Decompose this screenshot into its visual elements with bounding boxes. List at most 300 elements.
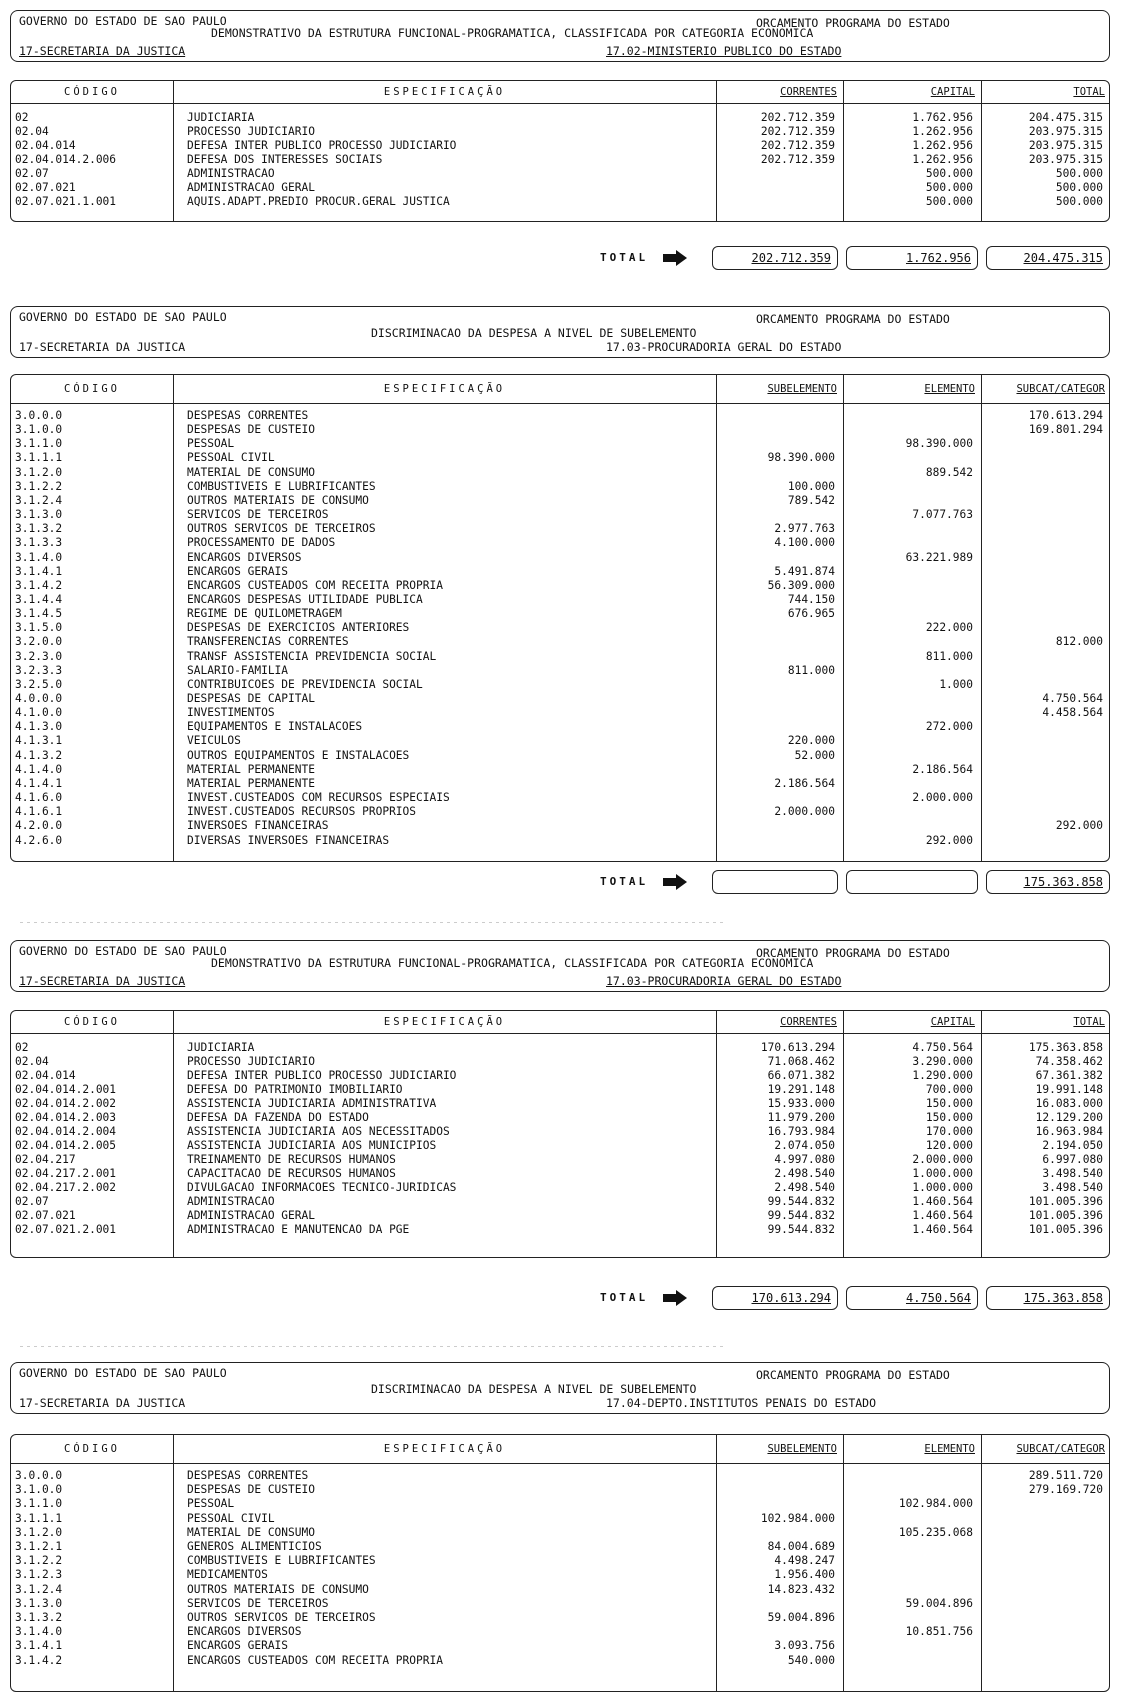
code-cell: 02.04.217	[15, 1153, 76, 1166]
description-cell: DEFESA INTER PUBLICO PROCESSO JUDICIARIO	[187, 139, 457, 152]
table-row	[11, 1469, 1109, 1483]
amount-cell: 74.358.462	[1035, 1055, 1103, 1068]
column-header: ESPECIFICAÇÃO	[383, 383, 506, 395]
amount-cell: 2.074.050	[774, 1139, 835, 1152]
total-box	[712, 1286, 838, 1310]
description-cell: OUTROS SERVICOS DE TERCEIROS	[187, 522, 376, 536]
amount-cell: 150.000	[925, 1111, 973, 1124]
header-secretaria: 17-SECRETARIA DA JUSTICA	[19, 1396, 186, 1410]
description-cell: DESPESAS CORRENTES	[187, 1469, 309, 1482]
amount-cell: 1.262.956	[912, 153, 973, 166]
code-cell: 02.04.014.2.005	[15, 1139, 117, 1152]
amount-cell: 67.361.382	[1035, 1069, 1103, 1082]
amount-cell: 98.390.000	[767, 451, 835, 465]
total-box	[846, 246, 978, 270]
column-header: ESPECIFICAÇÃO	[383, 1443, 506, 1455]
amount-cell: 2.000.000	[912, 791, 973, 805]
amount-cell: 1.000.000	[912, 1181, 973, 1194]
total-value: 175.363.858	[1023, 1291, 1103, 1305]
table-row	[11, 139, 1109, 153]
table-row	[11, 706, 1109, 720]
code-cell: 3.1.3.0	[15, 1596, 63, 1610]
amount-cell: 1.000.000	[912, 1167, 973, 1180]
code-cell: 02.04.014	[15, 1069, 76, 1082]
code-cell: 02.07.021	[15, 1209, 76, 1222]
code-cell: 3.1.1.1	[15, 451, 63, 465]
description-cell: PESSOAL	[187, 437, 235, 451]
description-cell: DESPESAS DE EXERCICIOS ANTERIORES	[187, 621, 410, 635]
table-row	[11, 125, 1109, 139]
column-header: CÓDIGO	[64, 383, 120, 395]
code-cell: 3.2.0.0	[15, 635, 63, 649]
code-cell: 4.0.0.0	[15, 692, 63, 705]
code-cell: 02.07.021.2.001	[15, 1223, 117, 1236]
amount-cell: 170.000	[925, 1125, 973, 1138]
table-row	[11, 153, 1109, 167]
description-cell: SALARIO-FAMILIA	[187, 663, 289, 677]
column-header: ELEMENTO	[924, 1443, 975, 1455]
header-report-title: DEMONSTRATIVO DA ESTRUTURA FUNCIONAL-PROGRAMATICA, CLASSIFICADA POR CATEGORIA ECONOMICA	[211, 956, 814, 970]
description-cell: DESPESAS DE CUSTEIO	[187, 423, 315, 437]
table-row	[11, 1167, 1109, 1181]
amount-cell: 2.000.000	[774, 805, 835, 819]
table-row	[11, 451, 1109, 465]
table-row	[11, 1097, 1109, 1111]
description-cell: TRANSF ASSISTENCIA PREVIDENCIA SOCIAL	[187, 649, 437, 663]
description-cell: EQUIPAMENTOS E INSTALACOES	[187, 720, 363, 734]
code-cell: 3.1.4.0	[15, 550, 63, 564]
header-unit: 17.03-PROCURADORIA GERAL DO ESTADO	[606, 974, 842, 988]
amount-cell: 170.613.294	[1028, 409, 1103, 422]
amount-cell: 16.963.984	[1035, 1125, 1103, 1138]
amount-cell: 6.997.080	[1042, 1153, 1103, 1166]
total-box	[986, 1286, 1110, 1310]
total-box	[846, 1286, 978, 1310]
table-row	[11, 1069, 1109, 1083]
code-cell: 4.1.6.1	[15, 805, 63, 819]
code-cell: 4.1.4.0	[15, 762, 63, 776]
scan-noise	[20, 922, 724, 923]
table-row	[11, 536, 1109, 550]
amount-cell: 1.262.956	[912, 125, 973, 138]
description-cell: ENCARGOS CUSTEADOS COM RECEITA PROPRIA	[187, 578, 443, 592]
description-cell: DIVULGACAO INFORMACOES TECNICO-JURIDICAS	[187, 1181, 457, 1194]
arrow-right-icon	[662, 1289, 688, 1307]
amount-cell: 4.750.564	[912, 1041, 973, 1054]
header-report-title: DEMONSTRATIVO DA ESTRUTURA FUNCIONAL-PROGRAMATICA, CLASSIFICADA POR CATEGORIA ECONOMICA	[211, 26, 814, 40]
total-value: 1.762.956	[905, 251, 971, 265]
header-unit: 17.02-MINISTERIO PUBLICO DO ESTADO	[606, 44, 842, 58]
total-label: TOTAL	[600, 875, 649, 888]
code-cell: 3.1.0.0	[15, 1483, 63, 1497]
column-header: ESPECIFICAÇÃO	[383, 1016, 506, 1028]
amount-cell: 2.498.540	[774, 1181, 835, 1194]
column-header: CÓDIGO	[64, 1443, 120, 1455]
column-header: SUBCAT/CATEGOR	[1016, 1443, 1105, 1455]
amount-cell: 220.000	[787, 734, 835, 748]
amount-cell: 105.235.068	[898, 1525, 973, 1539]
amount-cell: 203.975.315	[1028, 139, 1103, 152]
table-row	[11, 791, 1109, 805]
amount-cell: 66.071.382	[767, 1069, 835, 1082]
description-cell: DEFESA DA FAZENDA DO ESTADO	[187, 1111, 369, 1124]
header-government: GOVERNO DO ESTADO DE SAO PAULO	[19, 14, 227, 28]
table-row	[11, 508, 1109, 522]
total-box	[986, 870, 1110, 894]
scan-noise	[20, 1346, 724, 1347]
amount-cell: 175.363.858	[1028, 1041, 1103, 1054]
code-cell: 3.2.3.0	[15, 649, 63, 663]
budget-table	[10, 80, 1110, 222]
description-cell: TRANSFERENCIAS CORRENTES	[187, 635, 349, 649]
amount-cell: 120.000	[925, 1139, 973, 1152]
code-cell: 02.04.014.2.002	[15, 1097, 117, 1110]
code-cell: 4.2.6.0	[15, 833, 63, 847]
code-cell: 4.1.4.1	[15, 776, 63, 790]
amount-cell: 59.004.896	[905, 1596, 973, 1610]
total-label: TOTAL	[600, 251, 649, 264]
amount-cell: 222.000	[925, 621, 973, 635]
code-cell: 02.07.021	[15, 181, 76, 194]
description-cell: DESPESAS DE CAPITAL	[187, 692, 315, 705]
table-row	[11, 650, 1109, 664]
budget-table	[10, 1010, 1110, 1258]
code-cell: 3.1.3.2	[15, 522, 63, 536]
header-budget-title: ORCAMENTO PROGRAMA DO ESTADO	[756, 1368, 950, 1382]
code-cell: 4.1.0.0	[15, 706, 63, 720]
code-cell: 02.04	[15, 125, 49, 138]
amount-cell: 16.083.000	[1035, 1097, 1103, 1110]
report-header	[10, 1362, 1110, 1414]
amount-cell: 12.129.200	[1035, 1111, 1103, 1124]
description-cell: INVERSOES FINANCEIRAS	[187, 819, 329, 833]
description-cell: PROCESSO JUDICIARIO	[187, 125, 315, 138]
table-row	[11, 678, 1109, 692]
table-row	[11, 480, 1109, 494]
amount-cell: 811.000	[925, 649, 973, 663]
amount-cell: 5.491.874	[774, 564, 835, 578]
amount-cell: 100.000	[787, 479, 835, 493]
amount-cell: 1.000	[939, 677, 973, 691]
table-row	[11, 1223, 1109, 1237]
total-box	[986, 246, 1110, 270]
amount-cell: 2.186.564	[774, 776, 835, 790]
table-row	[11, 1554, 1109, 1568]
description-cell: MATERIAL DE CONSUMO	[187, 1525, 315, 1539]
code-cell: 3.1.3.3	[15, 536, 63, 550]
amount-cell: 2.194.050	[1042, 1139, 1103, 1152]
table-row	[11, 1654, 1109, 1668]
table-row	[11, 692, 1109, 706]
amount-cell: 98.390.000	[905, 437, 973, 451]
amount-cell: 99.544.832	[767, 1223, 835, 1236]
total-value: 204.475.315	[1023, 251, 1103, 265]
amount-cell: 1.460.564	[912, 1195, 973, 1208]
table-row	[11, 1568, 1109, 1582]
amount-cell: 4.750.564	[1042, 692, 1103, 705]
description-cell: REGIME DE QUILOMETRAGEM	[187, 607, 342, 621]
amount-cell: 169.801.294	[1028, 423, 1103, 437]
table-row	[11, 1497, 1109, 1511]
table-row	[11, 522, 1109, 536]
header-secretaria: 17-SECRETARIA DA JUSTICA	[19, 974, 186, 988]
code-cell: 3.1.2.0	[15, 465, 63, 479]
description-cell: VEICULOS	[187, 734, 241, 748]
report-header	[10, 306, 1110, 358]
description-cell: JUDICIARIA	[187, 111, 255, 124]
code-cell: 3.1.2.2	[15, 1554, 63, 1568]
code-cell: 3.1.4.2	[15, 1653, 63, 1667]
total-value: 4.750.564	[905, 1291, 971, 1305]
amount-cell: 202.712.359	[760, 111, 835, 124]
amount-cell: 170.613.294	[760, 1041, 835, 1054]
table-row	[11, 1041, 1109, 1055]
code-cell: 3.1.2.3	[15, 1568, 63, 1582]
description-cell: INVESTIMENTOS	[187, 706, 275, 720]
column-header: CÓDIGO	[64, 1016, 120, 1028]
header-budget-title: ORCAMENTO PROGRAMA DO ESTADO	[756, 946, 950, 960]
description-cell: AQUIS.ADAPT.PREDIO PROCUR.GERAL JUSTICA	[187, 195, 450, 208]
description-cell: JUDICIARIA	[187, 1041, 255, 1054]
amount-cell: 15.933.000	[767, 1097, 835, 1110]
description-cell: OUTROS MATERIAIS DE CONSUMO	[187, 493, 369, 507]
table-row	[11, 579, 1109, 593]
amount-cell: 4.997.080	[774, 1153, 835, 1166]
header-report-title: DISCRIMINACAO DA DESPESA A NIVEL DE SUBELEMENTO	[371, 1382, 697, 1396]
table-row	[11, 181, 1109, 195]
description-cell: CAPACITACAO DE RECURSOS HUMANOS	[187, 1167, 396, 1180]
table-row	[11, 195, 1109, 209]
amount-cell: 102.984.000	[898, 1497, 973, 1511]
code-cell: 4.1.3.0	[15, 720, 63, 734]
code-cell: 02.04.014.2.006	[15, 153, 117, 166]
table-row	[11, 1483, 1109, 1497]
amount-cell: 63.221.989	[905, 550, 973, 564]
description-cell: ENCARGOS DIVERSOS	[187, 1625, 302, 1639]
table-row	[11, 1083, 1109, 1097]
table-row	[11, 763, 1109, 777]
table-row	[11, 1055, 1109, 1069]
column-header: SUBCAT/CATEGOR	[1016, 383, 1105, 395]
column-header: TOTAL	[1073, 1016, 1105, 1028]
code-cell: 3.1.3.0	[15, 508, 63, 522]
code-cell: 3.1.1.0	[15, 1497, 63, 1511]
table-row	[11, 551, 1109, 565]
amount-cell: 700.000	[925, 1083, 973, 1096]
amount-cell: 2.186.564	[912, 762, 973, 776]
amount-cell: 292.000	[1055, 819, 1103, 833]
amount-cell: 84.004.689	[767, 1540, 835, 1553]
table-row	[11, 1195, 1109, 1209]
code-cell: 3.1.2.4	[15, 493, 63, 507]
amount-cell: 500.000	[925, 167, 973, 180]
amount-cell: 500.000	[1055, 181, 1103, 194]
amount-cell: 14.823.432	[767, 1582, 835, 1596]
table-header	[11, 81, 1109, 104]
amount-cell: 7.077.763	[912, 508, 973, 522]
description-cell: PROCESSO JUDICIARIO	[187, 1055, 315, 1068]
amount-cell: 56.309.000	[767, 578, 835, 592]
amount-cell: 203.975.315	[1028, 125, 1103, 138]
column-header: CORRENTES	[780, 1016, 837, 1028]
code-cell: 02.04	[15, 1055, 49, 1068]
description-cell: ENCARGOS GERAIS	[187, 564, 289, 578]
code-cell: 3.1.2.4	[15, 1582, 63, 1596]
amount-cell: 789.542	[787, 493, 835, 507]
table-row	[11, 621, 1109, 635]
header-report-title: DISCRIMINACAO DA DESPESA A NIVEL DE SUBELEMENTO	[371, 326, 697, 340]
amount-cell: 1.460.564	[912, 1223, 973, 1236]
code-cell: 3.1.4.1	[15, 1639, 63, 1653]
description-cell: ADMINISTRACAO GERAL	[187, 1209, 315, 1222]
table-row	[11, 1583, 1109, 1597]
description-cell: PESSOAL	[187, 1497, 235, 1511]
description-cell: TREINAMENTO DE RECURSOS HUMANOS	[187, 1153, 396, 1166]
amount-cell: 676.965	[787, 607, 835, 621]
code-cell: 02	[15, 111, 29, 124]
description-cell: ADMINISTRACAO	[187, 167, 275, 180]
description-cell: PESSOAL CIVIL	[187, 1511, 275, 1525]
table-row	[11, 1512, 1109, 1526]
description-cell: ENCARGOS CUSTEADOS COM RECEITA PROPRIA	[187, 1653, 443, 1667]
table-row	[11, 749, 1109, 763]
amount-cell: 744.150	[787, 592, 835, 606]
code-cell: 02.04.217.2.002	[15, 1181, 117, 1194]
description-cell: ENCARGOS GERAIS	[187, 1639, 289, 1653]
amount-cell: 2.498.540	[774, 1167, 835, 1180]
amount-cell: 811.000	[787, 663, 835, 677]
description-cell: COMBUSTIVEIS E LUBRIFICANTES	[187, 479, 376, 493]
description-cell: OUTROS EQUIPAMENTOS E INSTALACOES	[187, 748, 410, 762]
code-cell: 4.1.3.2	[15, 748, 63, 762]
code-cell: 02.04.217.2.001	[15, 1167, 117, 1180]
code-cell: 3.1.5.0	[15, 621, 63, 635]
amount-cell: 150.000	[925, 1097, 973, 1110]
code-cell: 4.2.0.0	[15, 819, 63, 833]
table-row	[11, 1153, 1109, 1167]
description-cell: PESSOAL CIVIL	[187, 451, 275, 465]
table-row	[11, 1125, 1109, 1139]
table-row	[11, 494, 1109, 508]
budget-table	[10, 1434, 1110, 1692]
header-government: GOVERNO DO ESTADO DE SAO PAULO	[19, 1366, 227, 1380]
amount-cell: 3.498.540	[1042, 1167, 1103, 1180]
amount-cell: 4.458.564	[1042, 706, 1103, 720]
total-label: TOTAL	[600, 1291, 649, 1304]
table-row	[11, 1139, 1109, 1153]
code-cell: 02.04.014	[15, 139, 76, 152]
amount-cell: 101.005.396	[1028, 1209, 1103, 1222]
amount-cell: 1.290.000	[912, 1069, 973, 1082]
table-row	[11, 734, 1109, 748]
code-cell: 3.1.4.0	[15, 1625, 63, 1639]
code-cell: 3.1.2.2	[15, 479, 63, 493]
total-value: 202.712.359	[751, 251, 831, 265]
code-cell: 3.1.4.4	[15, 592, 63, 606]
table-row	[11, 1639, 1109, 1653]
table-row	[11, 1611, 1109, 1625]
amount-cell: 3.498.540	[1042, 1181, 1103, 1194]
total-box	[712, 870, 838, 894]
code-cell: 3.1.0.0	[15, 423, 63, 437]
table-row	[11, 777, 1109, 791]
code-cell: 02.07	[15, 167, 49, 180]
amount-cell: 1.956.400	[774, 1568, 835, 1582]
amount-cell: 19.991.148	[1035, 1083, 1103, 1096]
report-header	[10, 940, 1110, 992]
description-cell: MEDICAMENTOS	[187, 1568, 268, 1582]
total-value: 175.363.858	[1023, 875, 1103, 889]
column-header: CÓDIGO	[64, 86, 120, 98]
description-cell: SERVICOS DE TERCEIROS	[187, 508, 329, 522]
table-header	[11, 375, 1109, 404]
description-cell: ADMINISTRACAO GERAL	[187, 181, 315, 194]
table-header	[11, 1011, 1109, 1034]
amount-cell: 101.005.396	[1028, 1223, 1103, 1236]
code-cell: 02	[15, 1041, 29, 1054]
amount-cell: 3.290.000	[912, 1055, 973, 1068]
amount-cell: 202.712.359	[760, 153, 835, 166]
code-cell: 3.2.5.0	[15, 677, 63, 691]
table-row	[11, 1209, 1109, 1223]
table-row	[11, 1625, 1109, 1639]
code-cell: 02.07.021.1.001	[15, 195, 117, 208]
column-header: CAPITAL	[930, 1016, 975, 1028]
table-row	[11, 111, 1109, 125]
column-header: SUBELEMENTO	[767, 383, 837, 395]
table-row	[11, 607, 1109, 621]
arrow-right-icon	[662, 873, 688, 891]
header-unit: 17.04-DEPTO.INSTITUTOS PENAIS DO ESTADO	[606, 1396, 877, 1410]
code-cell: 3.1.2.1	[15, 1540, 63, 1553]
amount-cell: 59.004.896	[767, 1611, 835, 1624]
column-header: TOTAL	[1073, 86, 1105, 98]
amount-cell: 71.068.462	[767, 1055, 835, 1068]
amount-cell: 99.544.832	[767, 1209, 835, 1222]
amount-cell: 2.000.000	[912, 1153, 973, 1166]
amount-cell: 52.000	[794, 748, 835, 762]
amount-cell: 204.475.315	[1028, 111, 1103, 124]
total-box	[712, 246, 838, 270]
column-header: CORRENTES	[780, 86, 837, 98]
table-row	[11, 635, 1109, 649]
table-row	[11, 1526, 1109, 1540]
column-header: ELEMENTO	[924, 383, 975, 395]
amount-cell: 99.544.832	[767, 1195, 835, 1208]
amount-cell: 500.000	[1055, 195, 1103, 208]
code-cell: 3.1.2.0	[15, 1525, 63, 1539]
amount-cell: 812.000	[1055, 635, 1103, 649]
total-box	[846, 870, 978, 894]
table-row	[11, 1181, 1109, 1195]
header-government: GOVERNO DO ESTADO DE SAO PAULO	[19, 310, 227, 324]
budget-table	[10, 374, 1110, 862]
description-cell: ENCARGOS DIVERSOS	[187, 550, 302, 564]
table-row	[11, 593, 1109, 607]
code-cell: 02.04.014.2.001	[15, 1083, 117, 1096]
table-row	[11, 834, 1109, 848]
table-row	[11, 1597, 1109, 1611]
header-budget-title: ORCAMENTO PROGRAMA DO ESTADO	[756, 312, 950, 326]
code-cell: 3.1.4.1	[15, 564, 63, 578]
description-cell: DEFESA DO PATRIMONIO IMOBILIARIO	[187, 1083, 403, 1096]
description-cell: ASSISTENCIA JUDICIARIA AOS NECESSITADOS	[187, 1125, 450, 1138]
description-cell: MATERIAL PERMANENTE	[187, 762, 315, 776]
description-cell: DESPESAS CORRENTES	[187, 409, 309, 422]
amount-cell: 3.093.756	[774, 1639, 835, 1653]
report-header	[10, 10, 1110, 62]
amount-cell: 500.000	[925, 181, 973, 194]
